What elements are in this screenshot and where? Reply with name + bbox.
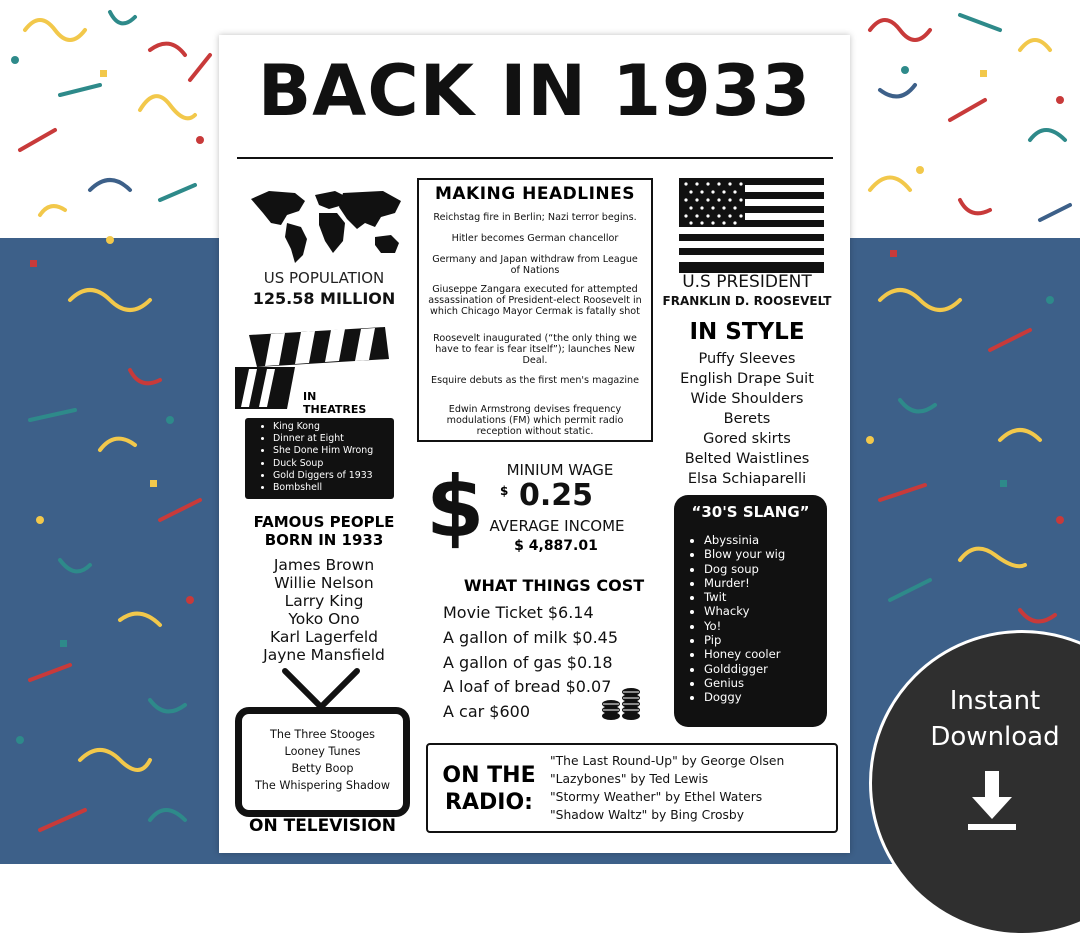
style-item: Gored skirts <box>703 431 791 447</box>
famous-person: Karl Lagerfeld <box>269 628 378 646</box>
on-television-label: ON TELEVISION <box>249 816 396 836</box>
minimum-wage-value: 0.25 <box>518 478 594 513</box>
average-income-label: AVERAGE INCOME <box>489 517 625 535</box>
download-arrow-icon[interactable] <box>966 771 1018 831</box>
radio-box <box>426 743 838 833</box>
dollar-sign-icon: $ <box>426 458 485 556</box>
style-item: Elsa Schiaparelli <box>687 471 807 487</box>
cost-item: A gallon of milk $0.45 <box>443 628 619 647</box>
in-theatres-label: IN THEATRES <box>303 390 367 416</box>
headlines-box <box>417 178 653 442</box>
cost-item: A car $600 <box>443 702 531 721</box>
famous-person: Willie Nelson <box>274 574 374 592</box>
list-item: • Honey cooler <box>704 647 785 661</box>
list-item: • Golddigger <box>704 662 785 676</box>
tv-antenna-icon <box>281 667 361 711</box>
list-item: • Gold Diggers of 1933 <box>273 470 394 482</box>
theatres-list <box>245 418 394 494</box>
style-item: Wide Shoulders <box>690 391 804 407</box>
slang-title: “30'S SLANG” <box>691 503 810 521</box>
list-item: • Dinner at Eight <box>273 433 394 445</box>
president-name: FRANKLIN D. ROOSEVELT <box>662 294 832 308</box>
world-map-icon <box>247 185 407 265</box>
slang-box <box>674 495 827 727</box>
famous-people-title: FAMOUS PEOPLE BORN IN 1933 <box>253 513 395 549</box>
download-line2: Download <box>930 722 1060 752</box>
radio-song: "Stormy Weather" by Ethel Waters <box>550 790 763 804</box>
in-style-title: IN STYLE <box>689 319 805 345</box>
list-item: • She Done Him Wrong <box>273 445 394 457</box>
headline-item: Esquire debuts as the first men's magazine <box>431 375 639 386</box>
tv-show: Betty Boop <box>291 762 354 775</box>
list-item: • Twit <box>704 590 785 604</box>
tv-show: Looney Tunes <box>284 745 361 758</box>
radio-song: "Shadow Waltz" by Bing Crosby <box>550 808 744 822</box>
style-item: Belted Waistlines <box>684 451 810 467</box>
radio-song: "The Last Round-Up" by George Olsen <box>550 754 785 768</box>
famous-person: Larry King <box>284 592 364 610</box>
coins-icon <box>601 685 645 721</box>
cost-item: A loaf of bread $0.07 <box>443 677 612 696</box>
population-label: US POPULATION <box>263 269 385 287</box>
famous-person: Yoko Ono <box>288 610 360 628</box>
headline-item: Giuseppe Zangara executed for attempted assassination of President-elect Roosevelt in which Chicago Mayor Cermak is fatally shot <box>428 284 642 317</box>
list-item: • Duck Soup <box>273 458 394 470</box>
headline-item: Hitler becomes German chancellor <box>451 233 619 244</box>
list-item: • Whacky <box>704 604 785 618</box>
list-item: • Pip <box>704 633 785 647</box>
style-item: Puffy Sleeves <box>698 351 796 367</box>
radio-title-line2: RADIO: <box>445 790 533 815</box>
download-line1: Instant <box>949 686 1041 716</box>
theatres-list-box <box>245 418 394 499</box>
headline-item: Reichstag fire in Berlin; Nazi terror begins. <box>433 212 637 223</box>
list-item: • Murder! <box>704 576 785 590</box>
headline-item: Roosevelt inaugurated (“the only thing we have to fear is fear itself”); launches New Deal. <box>433 333 637 366</box>
tv-show: The Whispering Shadow <box>254 779 391 792</box>
headline-item: Germany and Japan withdraw from League of Nations <box>432 254 638 276</box>
list-item: • Abyssinia <box>704 533 785 547</box>
style-item: English Drape Suit <box>680 371 814 387</box>
headlines-title: MAKING HEADLINES <box>434 184 636 204</box>
radio-title <box>440 762 538 816</box>
famous-person: Jayne Mansfield <box>263 646 385 664</box>
title-divider <box>237 157 833 159</box>
list-item: • Genius <box>704 676 785 690</box>
slang-list <box>674 533 785 705</box>
tv-show: The Three Stooges <box>270 728 375 741</box>
cost-item: A gallon of gas $0.18 <box>443 653 613 672</box>
headline-item: Edwin Armstrong devises frequency modulations (FM) which permit radio reception without static. <box>446 404 624 437</box>
cost-item: Movie Ticket $6.14 <box>443 603 594 622</box>
instant-download-text[interactable] <box>900 683 1080 755</box>
page-title: BACK IN 1933 <box>257 50 812 132</box>
population-value: 125.58 MILLION <box>252 289 396 308</box>
wage-currency: $ <box>500 484 509 498</box>
radio-title-line1: ON THE <box>442 763 536 788</box>
style-item: Berets <box>723 411 771 427</box>
minimum-wage-label: MINIUM WAGE <box>506 461 614 479</box>
famous-person: James Brown <box>273 556 375 574</box>
us-flag-icon <box>679 178 824 273</box>
president-label: U.S PRESIDENT <box>682 272 812 292</box>
average-income-value: $ 4,887.01 <box>514 538 598 554</box>
list-item: • Bombshell <box>273 482 394 494</box>
list-item: • Yo! <box>704 619 785 633</box>
infographic-sheet <box>219 35 850 853</box>
list-item: • Dog soup <box>704 562 785 576</box>
radio-song: "Lazybones" by Ted Lewis <box>550 772 709 786</box>
list-item: • Blow your wig <box>704 547 785 561</box>
list-item: • King Kong <box>273 421 394 433</box>
what-things-cost-title: WHAT THINGS COST <box>463 576 645 595</box>
list-item: • Doggy <box>704 690 785 704</box>
